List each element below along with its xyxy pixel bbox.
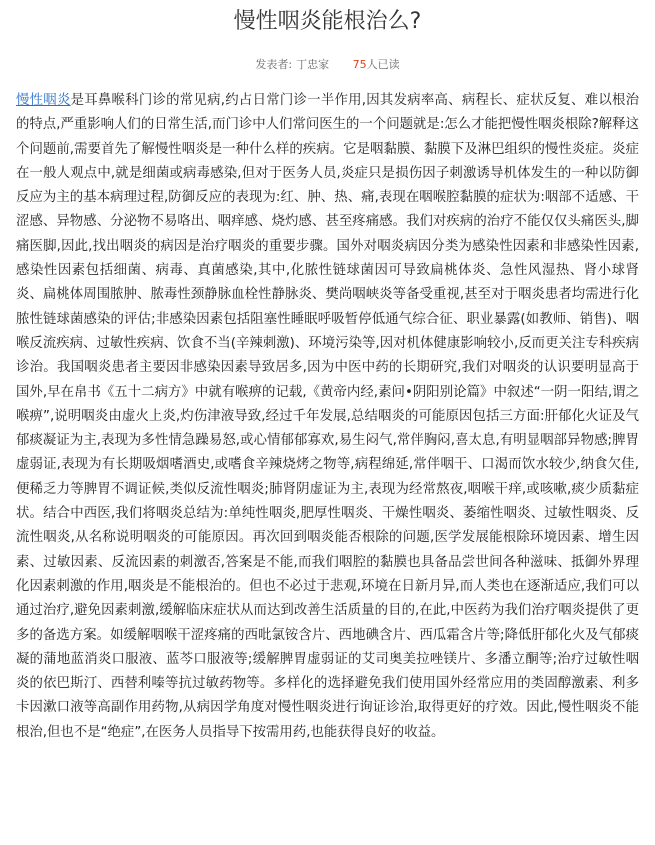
read-count-number: 75	[352, 58, 367, 71]
read-count-suffix: 人已读	[366, 58, 400, 71]
article-title: 慢性咽炎能根治么?	[233, 9, 422, 34]
author-name: 丁忠家	[296, 58, 330, 71]
article-meta	[16, 57, 639, 73]
read-count	[353, 58, 400, 71]
article-body-text: 是耳鼻喉科门诊的常见病,约占日常门诊一半作用,因其发病率高、病程长、症状反复、难以根治的特点,严重影响人们的日常生活,而门诊中人们常问医生的一个问题就是:怎么才能把慢性咽炎根除?解释这个问题前,需要首先了解慢性咽炎是一种什么样的疾病。它是咽黏膜、黏膜下及淋巴组织的慢性炎症。炎症在一般人观点中,就是细菌或病毒感染,但对于医务人员,炎症只是损伤因子刺激诱导机体发生的一种以防御反应为主的基本病理过程,防御反应的表现为:红、肿、热、痛,表现在咽喉腔黏膜的症状为:咽部不适感、干涩感、异物感、分泌物不易咯出、咽痒感、烧灼感、甚至疼痛感。我们对疾病的治疗不能仅仅头痛医头,脚痛医脚,因此,找出咽炎的病因是治疗咽炎的重要步骤。国外对咽炎病因分类为感染性因素和非感染性因素,感染性因素包括细菌、病毒、真菌感染,其中,化脓性链球菌因可导致扁桃体炎、急性风湿热、肾小球肾炎、扁桃体周围脓肿、脓毒性颈静脉血栓性静脉炎、樊尚咽峡炎等备受重视,甚至对于咽炎患者均需进行化脓性链球菌感染的评估;非感染因素包括阻塞性睡眠呼吸暂停低通气综合征、职业暴露(如教师、销售)、咽喉反流疾病、过敏性疾病、饮食不当(辛辣刺激)、环境污染等,因对机体健康影响较小,反而更关注专科疾病诊治。我国咽炎患者主要因非感染因素导致居多,因为中医中药的长期研究,我们对咽炎的认识要明显高于国外,早在帛书《五十二病方》中就有喉痹的记载,《黄帝内经,素问•阴阳别论篇》中叙述“一阴一阳结,谓之喉痹”,说明咽炎由虚火上炎,灼伤津液导致,经过千年发展,总结咽炎的可能原因包括三方面:肝郁化火证及气郁痰凝证为主,表现为多性情急躁易怒,或心情郁郁寡欢,易生闷气,常伴胸闷,喜太息,有明显咽部异物感;脾胃虚弱证,表现为有长期吸烟嗜酒史,或嗜食辛辣烧烤之物等,病程绵延,常伴咽干、口渴而饮水较少,纳食欠佳,便稀乏力等脾胃不调证候,类似反流性咽炎;肺肾阴虚证为主,表现为经常熬夜,咽喉干痒,或咳嗽,痰少质黏症状。结合中西医,我们将咽炎总结为:单纯性咽炎,肥厚性咽炎、干燥性咽炎、萎缩性咽炎、过敏性咽炎、反流性咽炎,从名称说明咽炎的可能原因。再次回到咽炎能否根除的问题,医学发展能根除环境因素、增生因素、过敏因素、反流因素的刺激否,答案是不能,而我们咽腔的黏膜也具备品尝世间各种滋味、抵御外界理化因素刺激的作用,咽炎是不能根治的。但也不必过于悲观,环境在日新月异,而人类也在逐渐适应,我们可以通过治疗,避免因素刺激,缓解临床症状从而达到改善生活质量的目的,在此,中医药为我们治疗咽炎提供了更多的备选方案。如缓解咽喉干涩疼痛的西吡氯铵含片、西地碘含片、西瓜霜含片等;降低肝郁化火及气郁痰凝的蒲地蓝消炎口服液、蓝芩口服液等;缓解脾胃虚弱证的艾司奥美拉唑镁片、多潘立酮等;治疗过敏性咽炎的依巴斯汀、西替利嗪等抗过敏药物等。多样化的选择避免我们使用国外经常应用的类固醇激素、利多卡因漱口液等高副作用药物,从病因学角度对慢性咽炎进行询证诊治,取得更好的疗效。因此,慢性咽炎不能根治,但也不是“绝症”,在医务人员指导下按需用药,也能获得良好的收益。	[16, 93, 640, 740]
author-label: 发表者:	[255, 58, 293, 71]
keyword-link-chronic-pharyngitis[interactable]: 慢性咽炎	[16, 93, 71, 108]
article-body	[16, 89, 639, 745]
